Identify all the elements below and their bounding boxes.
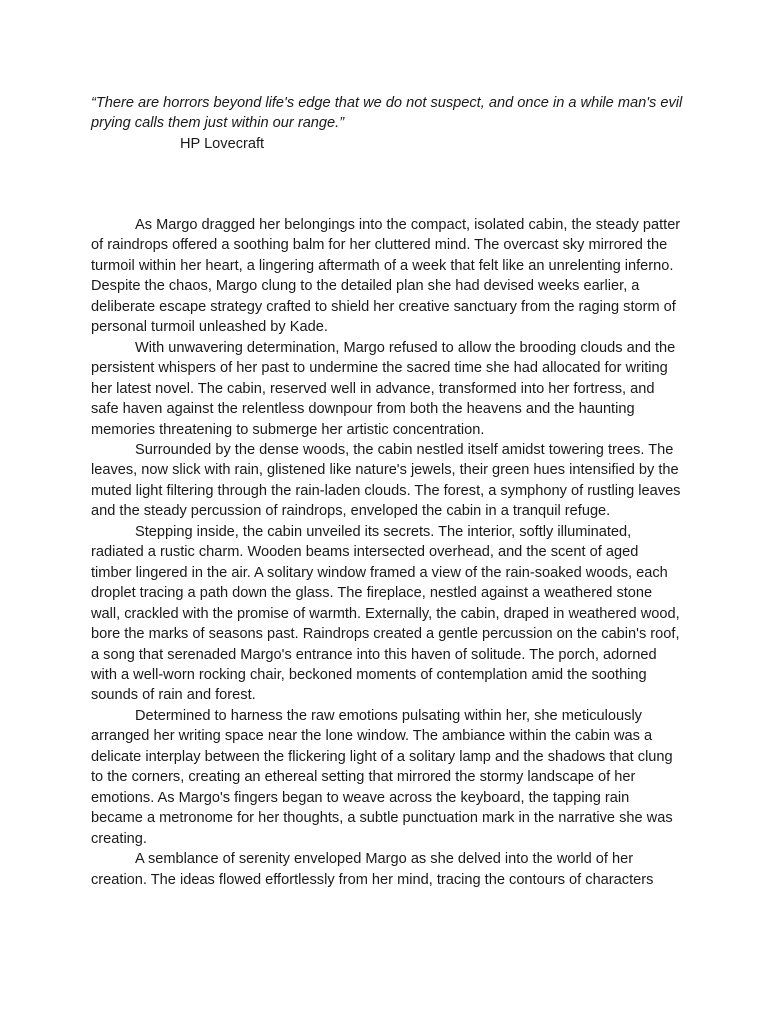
epigraph-author: HP Lovecraft <box>180 135 265 152</box>
epigraph-quote: “There are horrors beyond life's edge that we do not suspect, and once in a while man's evil prying calls them just within our range.” <box>91 95 683 132</box>
paragraph: Stepping inside, the cabin unveiled its secrets. The interior, softly illuminated, radiated a rustic charm. Wooden beams intersected overhead, and the scent of aged timber lingered in the air. A solitary window framed a view of the rain-soaked woods, each droplet tracing a path down the glass. The fireplace, nestled against a weathered stone wall, crackled with the promise of warmth. Externally, the cabin, draped in weathered wood, bore the marks of seasons past. Raindrops created a gentle percussion on the cabin's roof, a song that serenaded Margo's entrance into this haven of solitude. The porch, adorned with a well-worn rocking chair, beckoned moments of contemplation amid the soothing sounds of rain and forest. <box>91 523 680 704</box>
epigraph <box>91 93 701 154</box>
paragraph: With unwavering determination, Margo refused to allow the brooding clouds and the persistent whispers of her past to undermine the sacred time she had allocated for writing her latest novel. The cabin, reserved well in advance, transformed into her fortress, and safe haven against the relentless downpour from both the heavens and the haunting memories threatening to submerge her artistic concentration. <box>91 339 676 438</box>
paragraph: A semblance of serenity enveloped Margo as she delved into the world of her creation. The ideas flowed effortlessly from her mind, tracing the contours of characters <box>91 851 654 888</box>
paragraph: As Margo dragged her belongings into the compact, isolated cabin, the steady patter of raindrops offered a soothing balm for her cluttered mind. The overcast sky mirrored the turmoil within her heart, a lingering aftermath of a week that felt like an unrelenting inferno. Despite the chaos, Margo clung to the detailed plan she had devised weeks earlier, a deliberate escape strategy crafted to shield her creative sanctuary from the raging storm of personal turmoil unleashed by Kade. <box>91 217 681 336</box>
body-text <box>91 215 681 890</box>
paragraph: Determined to harness the raw emotions pulsating within her, she meticulously arranged her writing space near the lone window. The ambiance within the cabin was a delicate interplay between the flickering light of a solitary lamp and the shadows that clung to the corners, creating an ethereal setting that mirrored the stormy landscape of her emotions. As Margo's fingers began to weave across the keyboard, the tapping rain became a metronome for her thoughts, a subtle punctuation mark in the narrative she was creating. <box>91 707 673 847</box>
paragraph: Surrounded by the dense woods, the cabin nestled itself amidst towering trees. The leaves, now slick with rain, glistened like nature's jewels, their green hues intensified by the muted light filtering through the rain-laden clouds. The forest, a symphony of rustling leaves and the steady percussion of raindrops, enveloped the cabin in a tranquil refuge. <box>91 441 681 520</box>
